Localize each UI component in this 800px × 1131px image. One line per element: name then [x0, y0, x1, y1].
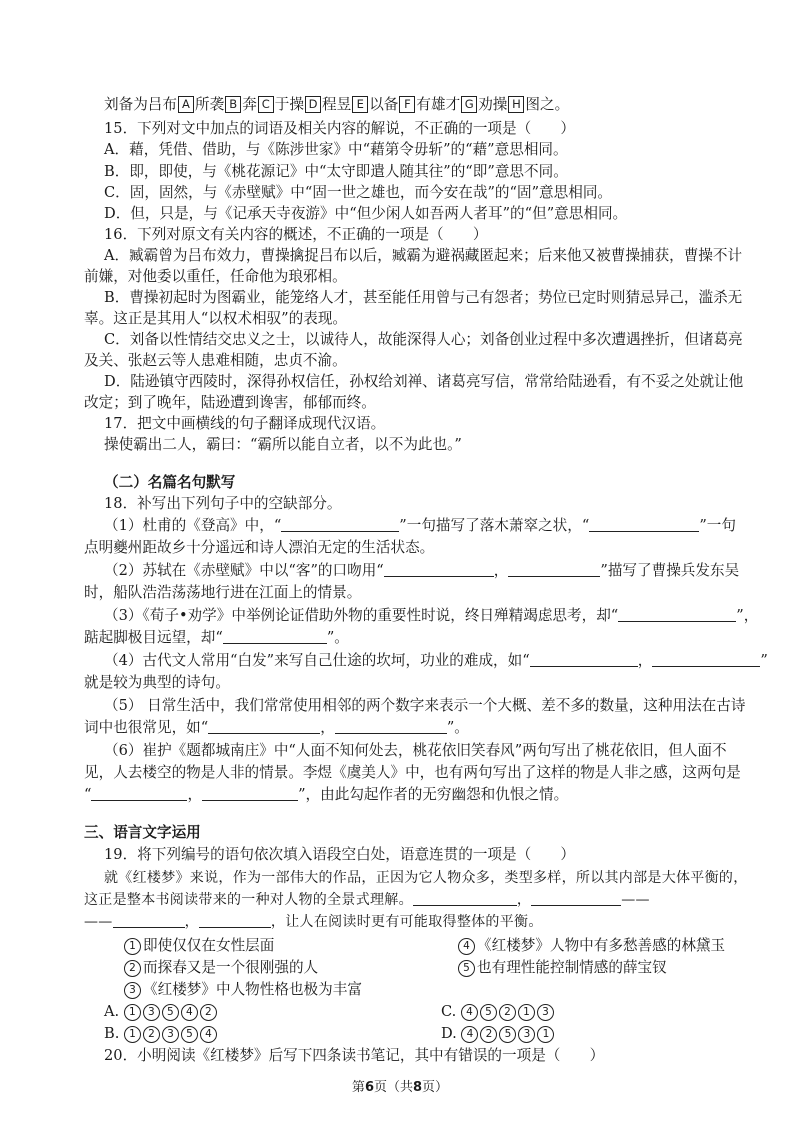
text-segment: 所袭 — [194, 96, 225, 113]
text-segment: 有雄才 — [416, 96, 461, 113]
circled-number: 4 — [458, 938, 475, 955]
question-20-stem: 20．小明阅读《红楼梦》后写下四条读书笔记，其中有错误的一项是（ ） — [104, 1047, 605, 1064]
text-segment: 刘备为吕布 — [104, 96, 177, 113]
question-15-option-a: A．藉，凭借、借助，与《陈涉世家》中“藉第令毋斩”的“藉”意思相同。 — [104, 141, 568, 158]
option-label: D. — [441, 1025, 457, 1042]
q18-item-5: （5） 日常生活中，我们常常使用相邻的两个数字来表示一个大概、差不多的数量，这种用法在古诗 — [104, 697, 746, 714]
q18-item-1-cont: 点明夔州距故乡十分遥远和诗人漂泊无定的生活状态。 — [84, 539, 435, 556]
text-segment: 程昱 — [322, 96, 352, 113]
text-segment: （3）《荀子•劝学》中举例论证借助外物的重要性时说，终日殚精竭虑思考，却“ — [104, 607, 619, 624]
text-segment: 图之。 — [525, 96, 570, 113]
item-text: 而探春又是一个很刚强的人 — [143, 959, 319, 976]
text-segment: 这正是整本书阅读带来的一种对人物的全景式理解。 — [84, 892, 413, 908]
q19-item-4 — [458, 936, 725, 956]
blank-line[interactable] — [223, 628, 327, 644]
q19-option-a[interactable] — [104, 1002, 219, 1022]
total-pages: 8 — [413, 1080, 423, 1095]
marker-box: D — [305, 96, 321, 113]
circled-number: 5 — [181, 1026, 198, 1043]
circled-number: 1 — [518, 1004, 535, 1021]
text-segment: ”。 — [326, 629, 349, 646]
text-segment: ”一句描写了落木萧窣之状，“ — [399, 517, 590, 534]
blank-line[interactable] — [202, 785, 298, 801]
blank-line[interactable] — [113, 912, 185, 928]
circled-number: 1 — [124, 1026, 141, 1043]
circled-number: 4 — [461, 1004, 478, 1021]
text-segment: ”一句 — [699, 517, 736, 534]
question-17-sentence: 操使霸出二人，霸曰：“霸所以能自立者，以不为此也。” — [104, 436, 462, 453]
text-segment: ， — [637, 652, 653, 669]
circled-number: 3 — [162, 1026, 179, 1043]
q19-option-c[interactable] — [441, 1002, 556, 1022]
text-segment: ” — [760, 652, 768, 669]
question-15-option-d: D．但，只是，与《记承天寺夜游》中“但少闲人如吾两人者耳”的“但”意思相同。 — [104, 205, 628, 222]
marker-box: C — [258, 96, 274, 113]
text-segment: （1）杜甫的《登高》中，“ — [104, 517, 282, 534]
blank-line[interactable] — [208, 718, 320, 734]
question-17-stem: 17．把文中画横线的句子翻译成现代汉语。 — [104, 415, 386, 432]
question-16-option-c: C．刘备以性情结交忠义之士，以诚待人，故能深得人心；刘备创业过程中多次遭遇挫折，但诸葛亮 — [104, 331, 743, 348]
q18-item-4 — [104, 651, 768, 671]
circled-number: 3 — [537, 1004, 554, 1021]
item-text: 即使仅仅在女性层面 — [143, 937, 275, 954]
text-segment: —— — [84, 914, 113, 930]
text-segment: 劝操 — [478, 96, 508, 113]
question-16-option-d: D．陆逊镇守西陵时，深得孙权信任，孙权给刘禅、诸葛亮写信，常常给陆逊看，有不妥之处就让他 — [104, 373, 744, 390]
blank-line[interactable] — [335, 718, 447, 734]
question-16-option-b-cont: 辜。这正是其用人“以权术相驭”的表现。 — [84, 310, 348, 327]
circled-number: 4 — [181, 1004, 198, 1021]
circled-number: 2 — [124, 960, 141, 977]
question-16-option-d-cont: 改定；到了晚年，陆逊遭到谗害，郁郁而终。 — [84, 394, 376, 411]
marker-box: G — [461, 96, 477, 113]
q19-option-b[interactable] — [104, 1024, 219, 1044]
circled-number: 2 — [143, 1026, 160, 1043]
option-label: C. — [441, 1003, 457, 1020]
q19-passage-line-3 — [84, 912, 543, 932]
text-segment: （4）古代文人常用“白发”来写自己仕途的坎坷，功业的难成，如“ — [104, 652, 530, 669]
passage-line-markers — [104, 95, 569, 115]
item-text: 也有理性能控制情感的薛宝钗 — [477, 959, 667, 976]
text-segment: ， — [184, 914, 199, 930]
circled-number: 3 — [143, 1004, 160, 1021]
marker-box: B — [225, 96, 241, 113]
text-segment: ”。 — [446, 719, 469, 736]
circled-number: 1 — [124, 938, 141, 955]
text-segment: （2）苏轼在《赤壁赋》中以“客”的口吻用“ — [104, 562, 384, 579]
text-segment: “ — [84, 786, 92, 803]
circled-number: 2 — [499, 1004, 516, 1021]
item-text: 《红楼梦》人物中有多愁善感的林黛玉 — [477, 937, 726, 954]
footer-prefix: 第 — [351, 1080, 365, 1095]
question-16-option-a-cont: 前嫌，对他委以重任，任命他为琅邪相。 — [84, 268, 347, 285]
item-text: 《红楼梦》中人物性格也极为丰富 — [143, 981, 362, 998]
question-16-option-a: A．臧霸曾为吕布效力，曹操擒捉吕布以后，臧霸为避祸藏匿起来；后来他又被曹操捕获，曹操不计 — [104, 247, 743, 264]
q18-item-6: （6）崔护《题都城南庄》中“人面不知何处去，桃花依旧笑春风”两句写出了桃花依旧，但人面不 — [104, 742, 727, 759]
q19-item-1 — [124, 936, 274, 956]
circled-number: 1 — [124, 1004, 141, 1021]
footer-suffix: 页） — [422, 1080, 449, 1095]
q18-item-6-cont2 — [84, 785, 568, 805]
blank-line[interactable] — [91, 785, 187, 801]
circled-number: 5 — [499, 1026, 516, 1043]
page-footer — [0, 1076, 800, 1095]
footer-mid: 页（共 — [373, 1080, 413, 1095]
q19-option-d[interactable] — [441, 1024, 556, 1044]
blank-line[interactable] — [530, 651, 638, 667]
question-15-option-b: B．即，即使，与《桃花源记》中“太守即遣人随其往”的“即”意思不同。 — [104, 163, 568, 180]
text-segment: 以备 — [369, 96, 399, 113]
question-16-option-b: B．曹操初起时为图霸业，能笼络人才，甚至能任用曾与己有怨者；势位已定时则猜忌异己，滥杀无 — [104, 289, 743, 306]
text-segment: 奔 — [242, 96, 257, 113]
text-segment: ， — [320, 719, 335, 736]
marker-box: E — [352, 96, 368, 113]
question-16-option-c-cont: 及关、张赵云等人患难相随，忠贞不渝。 — [84, 352, 347, 369]
marker-box: F — [399, 96, 415, 113]
circled-number: 5 — [458, 960, 475, 977]
section-3-title: 三、语言文字运用 — [84, 824, 201, 841]
q18-item-2-cont: 时，船队浩浩荡荡地行进在江面上的情景。 — [84, 584, 362, 601]
circled-number: 4 — [461, 1026, 478, 1043]
text-segment: ”描写了曹操兵发东吴 — [600, 562, 740, 579]
question-15-option-c: C．固，固然，与《赤壁赋》中“固一世之雄也，而今安在哉”的“固”意思相同。 — [104, 184, 613, 201]
question-19-stem: 19．将下列编号的语句依次填入语段空白处，语意连贯的一项是（ ） — [104, 846, 575, 863]
option-label: B. — [104, 1025, 120, 1042]
circled-number: 1 — [537, 1026, 554, 1043]
circled-number: 2 — [480, 1026, 497, 1043]
blank-line[interactable] — [199, 912, 271, 928]
blank-line[interactable] — [652, 651, 760, 667]
text-segment: ， — [493, 562, 509, 579]
blank-line[interactable] — [413, 890, 517, 906]
circled-number: 2 — [200, 1004, 217, 1021]
text-segment: ”， — [736, 607, 759, 624]
question-15-stem: 15．下列对文中加点的词语及相关内容的解说，不正确的一项是（ ） — [104, 120, 575, 137]
text-segment: —— — [621, 892, 650, 908]
blank-line[interactable] — [618, 606, 736, 622]
q18-item-3-cont — [84, 628, 349, 648]
q18-item-4-cont: 就是较为典型的诗句。 — [84, 674, 230, 691]
circled-number: 5 — [480, 1004, 497, 1021]
q18-item-5-cont — [84, 718, 469, 738]
blank-line[interactable] — [281, 516, 399, 532]
text-segment: ”，由此勾起作者的无穷幽怨和仇恨之情。 — [298, 786, 569, 803]
q19-passage-line-2 — [84, 890, 650, 910]
q19-item-3 — [124, 980, 362, 1000]
blank-line[interactable] — [531, 890, 621, 906]
q19-item-2 — [124, 958, 318, 978]
question-18-stem: 18．补写出下列句子中的空缺部分。 — [104, 495, 342, 512]
q18-item-6-cont: 见，人去楼空的物是人非的情景。李煜《虞美人》中，也有两句写出了这样的物是人非之感，这两句是 — [84, 764, 741, 781]
q18-item-1 — [104, 516, 736, 536]
section-2-title: （二）名篇名句默写 — [104, 474, 236, 491]
q19-passage-line-1: 就《红楼梦》来说，作为一部伟大的作品，正因为它人物众多，类型多样，所以其内部是大体平衡的， — [104, 870, 748, 886]
option-label: A. — [104, 1003, 120, 1020]
text-segment: ， — [516, 892, 532, 908]
q19-item-5 — [458, 958, 667, 978]
marker-box: A — [178, 96, 194, 113]
circled-number: 3 — [518, 1026, 535, 1043]
text-segment: ，让人在阅读时更有可能取得整体的平衡。 — [270, 914, 543, 930]
circled-number: 5 — [162, 1004, 179, 1021]
blank-line[interactable] — [508, 561, 600, 577]
q18-item-2 — [104, 561, 739, 581]
marker-box: H — [508, 96, 524, 113]
q18-item-3 — [104, 606, 758, 626]
text-segment: 于操 — [274, 96, 304, 113]
text-segment: ， — [187, 786, 203, 803]
blank-line[interactable] — [384, 561, 494, 577]
circled-number: 3 — [124, 982, 141, 999]
text-segment: 踮起脚极目远望，却“ — [84, 629, 223, 646]
question-16-stem: 16．下列对原文有关内容的概述，不正确的一项是（ ） — [104, 226, 488, 243]
circled-number: 4 — [200, 1026, 217, 1043]
page-number: 6 — [364, 1080, 374, 1095]
blank-line[interactable] — [589, 516, 699, 532]
text-segment: 词中也很常见，如“ — [84, 719, 209, 736]
